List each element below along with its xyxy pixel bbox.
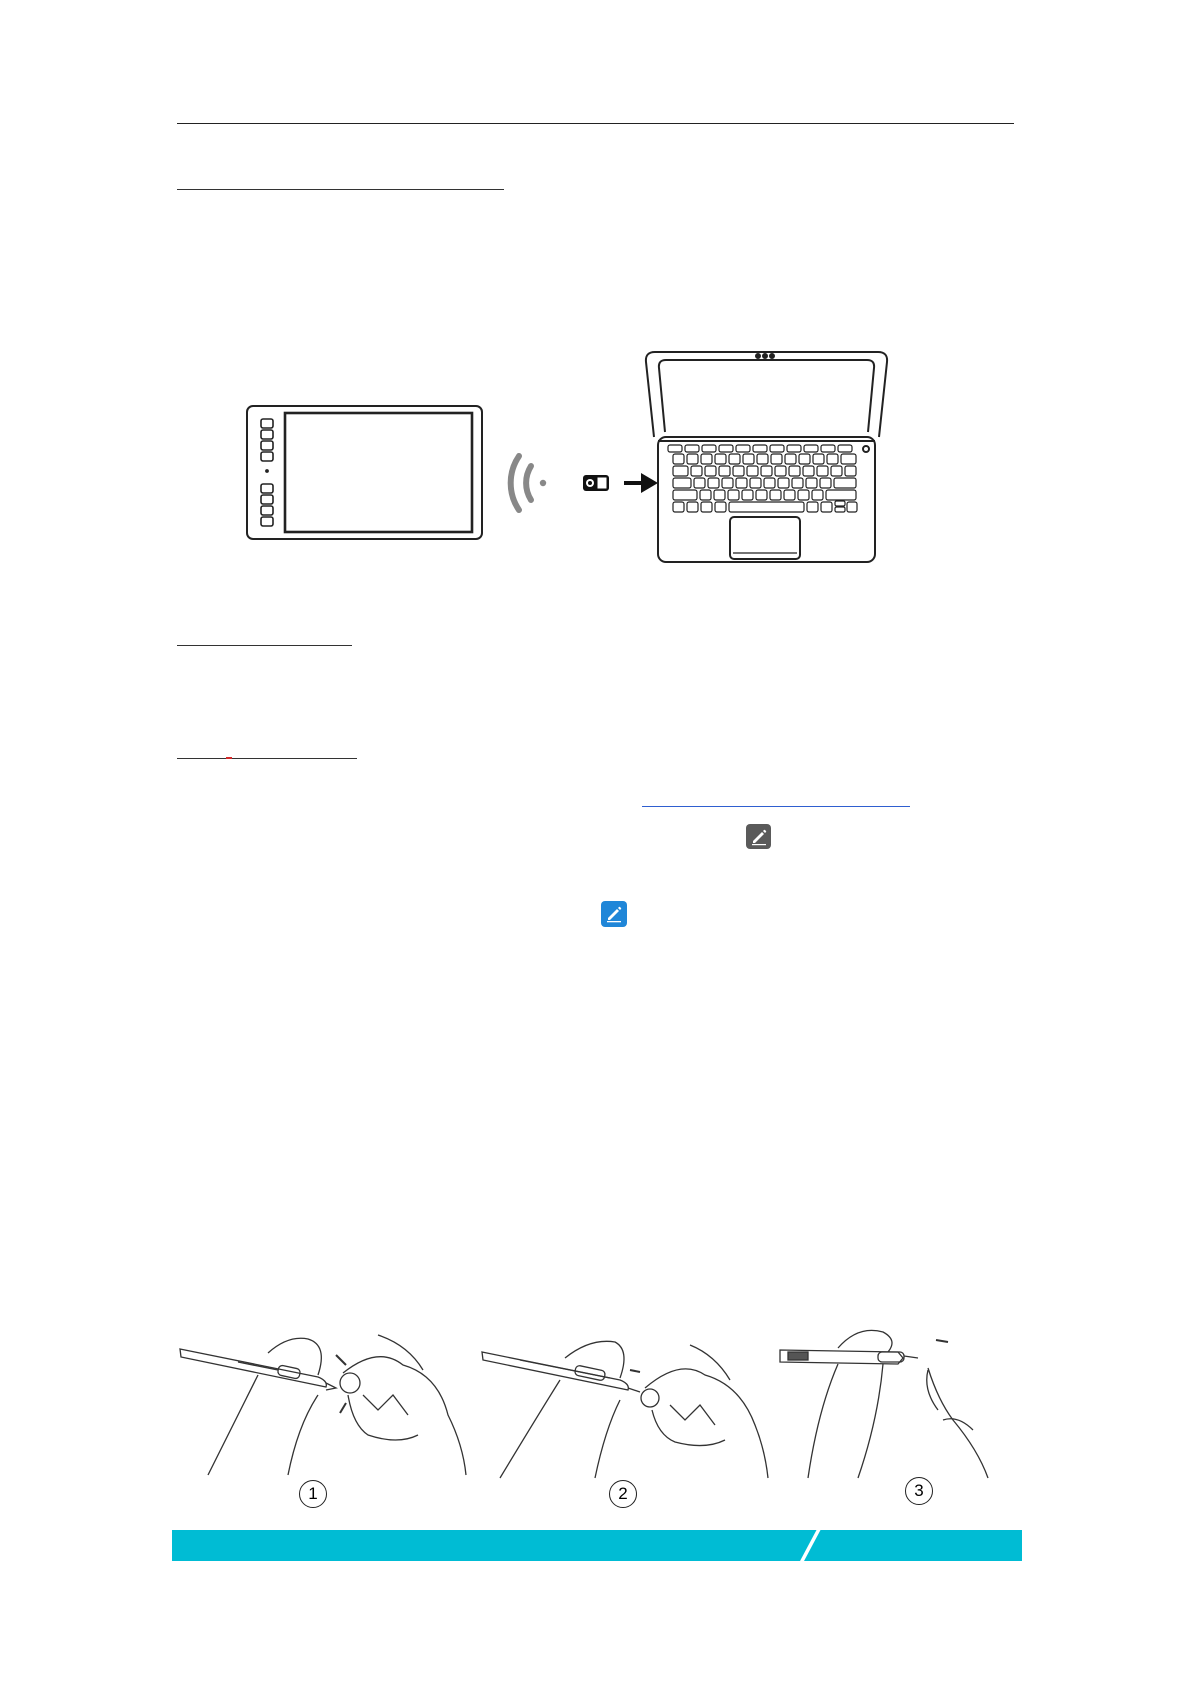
arrow-right-icon: [624, 473, 658, 493]
step-number-2: 2: [609, 1480, 637, 1508]
download-link-underline[interactable]: [642, 806, 910, 807]
laptop-figure: [646, 352, 887, 562]
section-heading-mark: [226, 757, 232, 759]
pencil-icon: [746, 824, 771, 849]
drawing-tablet-figure: [247, 406, 482, 539]
pencil-icon: [601, 901, 627, 927]
step-number-3: 3: [905, 1477, 933, 1505]
section-heading-underline-2: [177, 645, 352, 646]
section-heading-underline-driver: [177, 758, 357, 759]
step-number-1: 1: [299, 1480, 327, 1508]
pen-nib-step-3-figure: [778, 1330, 1028, 1480]
connection-diagram: [0, 0, 1192, 600]
wireless-signal-icon: [511, 456, 547, 510]
usb-receiver-figure: [583, 475, 609, 491]
pen-nib-step-2-figure: [480, 1330, 770, 1480]
pen-nib-step-1-figure: [178, 1335, 468, 1480]
footer-bar: [172, 1530, 1022, 1561]
